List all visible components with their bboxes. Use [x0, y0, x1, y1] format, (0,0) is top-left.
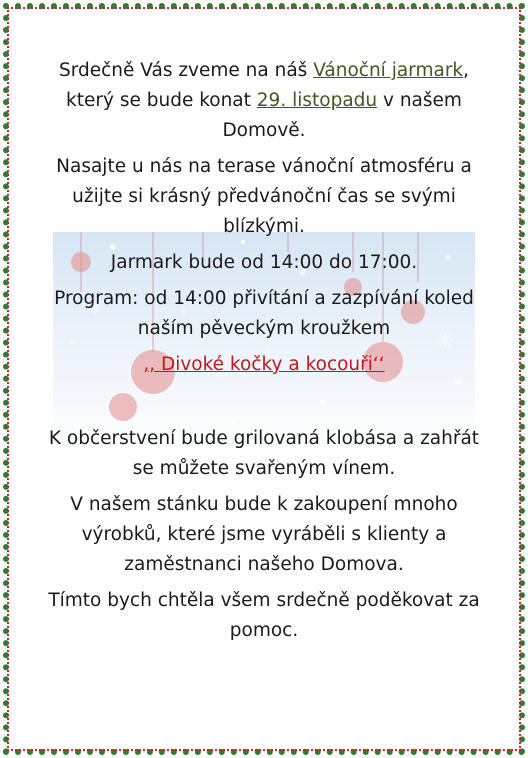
choir-name-text: ,, Divoké kočky a kocouři‘‘	[143, 354, 385, 375]
intro-text: Srdečně Vás zveme na náš	[58, 60, 314, 81]
refreshments-paragraph: K občerstvení bude grilovaná klobása a zahřát se můžete svařeným vínem.	[48, 428, 480, 479]
time-paragraph: Jarmark bude od 14:00 do 17:00.	[110, 252, 418, 273]
event-name-link[interactable]: Vánoční jarmark	[313, 60, 464, 81]
atmosphere-paragraph: Nasajte u nás na terase vánoční atmosféru a užijte si krásný předvánoční čas se svými blízkými.	[56, 156, 472, 237]
event-date-link[interactable]: 29. listopadu	[256, 90, 378, 111]
program-paragraph: Program: od 14:00 přivítání a zazpívání koled naším pěveckým kroužkem	[54, 288, 474, 339]
invitation-text	[40, 56, 488, 652]
intro-text-end: v našem Domově.	[222, 90, 462, 141]
invitation-paragraph	[40, 56, 488, 146]
thanks-paragraph: Tímto bych chtěla všem srdečně poděkovat za pomoc.	[48, 590, 480, 641]
choir-name	[40, 350, 488, 380]
stall-paragraph: V našem stánku bude k zakoupení mnoho výrobků, které jsme vyráběli s klienty a zaměstnanci našeho Domova.	[70, 494, 458, 575]
intro-text-middle: , který se bude konat	[66, 60, 470, 111]
spacer	[40, 386, 488, 424]
